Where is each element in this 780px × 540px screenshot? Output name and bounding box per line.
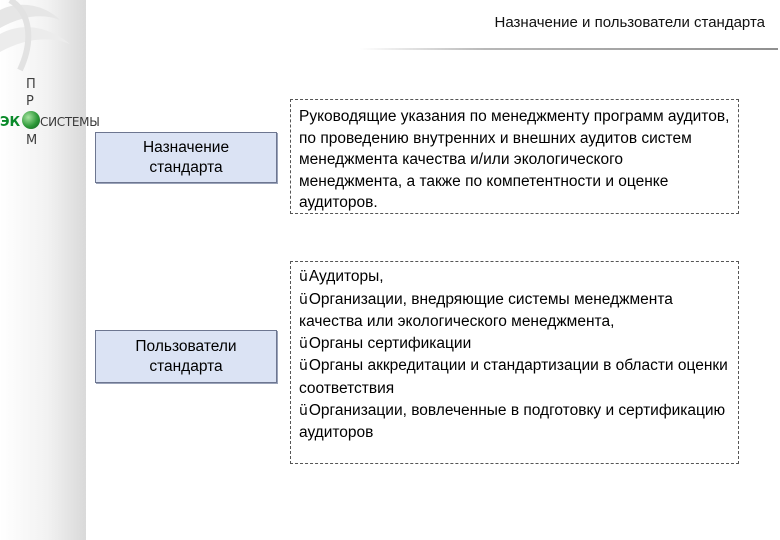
- check-icon: ü: [299, 358, 308, 375]
- logo-systems-text: СИСТЕМЫ: [40, 115, 100, 129]
- purpose-description: Руководящие указания по менеджменту программ аудитов, по проведению внутренних и внешних аудитов систем менеджмента качества и/или экологического менеджмента, а также по компетентности и оценке аудиторов.: [299, 108, 730, 212]
- list-item: üОрганизации, вовлеченные в подготовку и сертификацию аудиторов: [299, 401, 726, 442]
- corner-swirl-decoration: [0, 0, 86, 80]
- purpose-description-box: [290, 99, 739, 214]
- purpose-label: Назначение стандарта: [142, 138, 230, 176]
- title-divider: [360, 48, 778, 50]
- list-item: üОрганы сертификации: [299, 334, 472, 352]
- logo-ek-text: ЭК: [0, 115, 21, 130]
- check-icon: ü: [299, 269, 308, 285]
- users-label-box: [95, 330, 277, 383]
- check-icon: ü: [299, 291, 308, 308]
- logo-letter-m: М: [26, 133, 38, 148]
- logo-letter-p: П: [26, 77, 36, 92]
- company-logo: [0, 77, 100, 148]
- logo-letter-r: Р: [26, 94, 34, 109]
- users-list-box: [290, 261, 739, 464]
- check-icon: ü: [299, 402, 308, 419]
- check-icon: ü: [299, 335, 308, 352]
- page-title: Назначение и пользователи стандарта: [494, 14, 765, 31]
- list-item: üОрганизации, внедряющие системы менеджмента качества или экологического менеджмента,: [299, 290, 673, 331]
- globe-icon: [22, 111, 40, 129]
- list-item: üОрганы аккредитации и стандартизации в области оценки соответствия: [299, 357, 728, 397]
- list-item: üАудиторы,: [299, 268, 384, 285]
- users-label: Пользователи стандарта: [135, 337, 237, 375]
- purpose-label-box: [95, 132, 277, 183]
